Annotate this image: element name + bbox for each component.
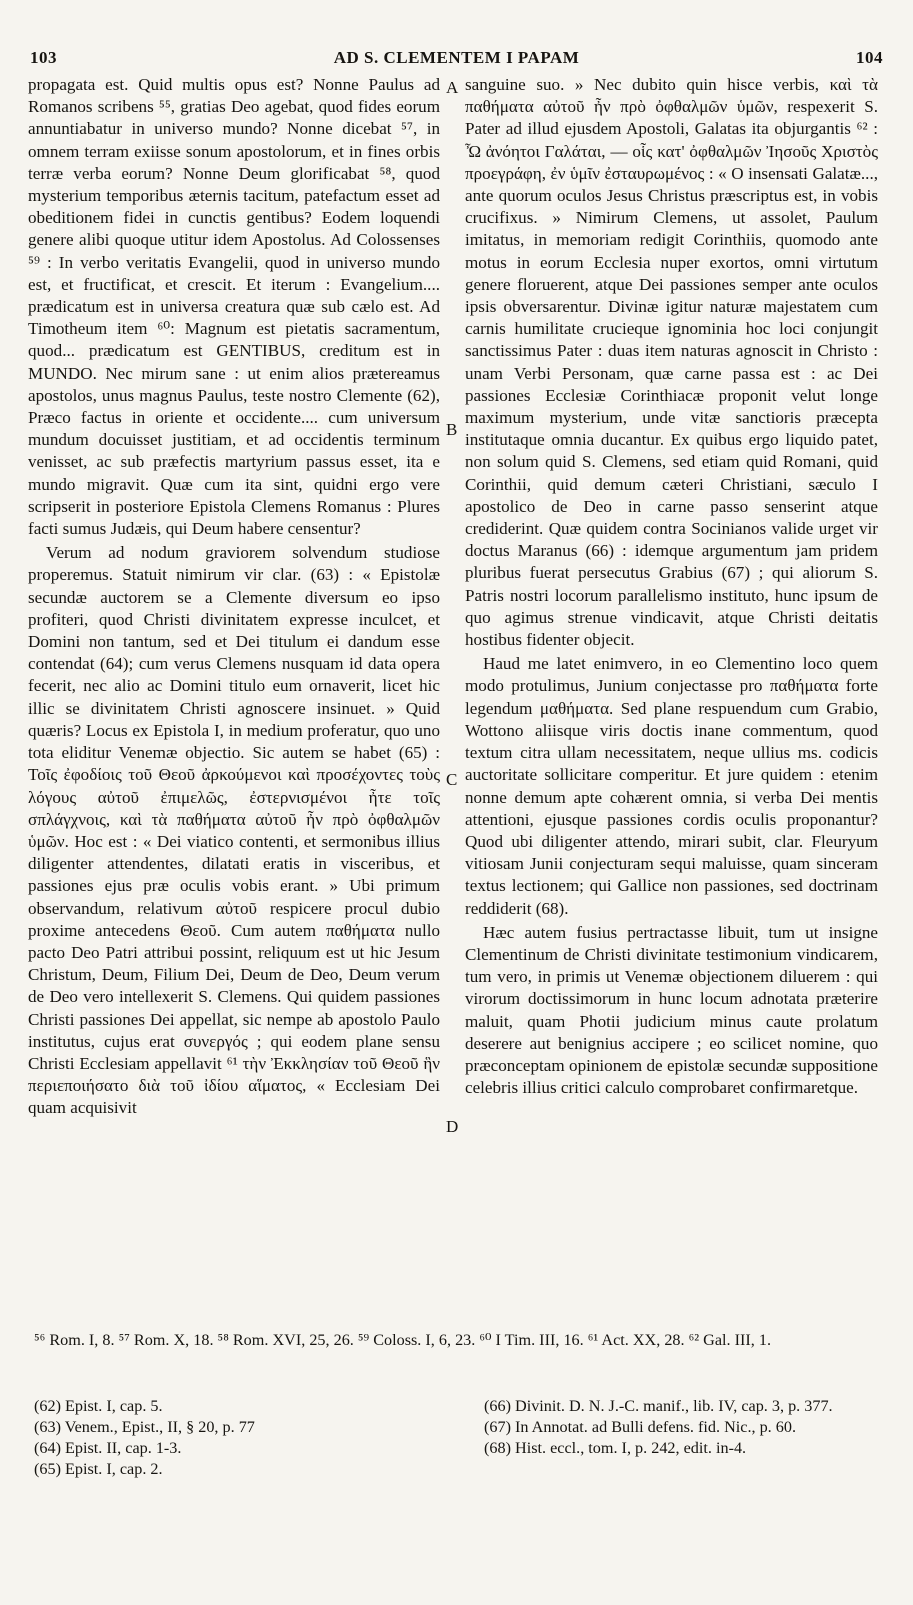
footnote: (65) Epist. I, cap. 2. — [34, 1460, 163, 1478]
paragraph: propagata est. Quid multis opus est? Nonne Paulus ad Romanos scribens ⁵⁵, gratias Deo agebat, quod fides eorum annuntiabatur in universo mundo? Nonne dicebat ⁵⁷, in omnem terram exiisse sonum apostolorum, et in fines orbis terræ verba eorum? Nonne Deum glorificabat ⁵⁸, quod mysterium temporibus æternis tacitum, patefactum esset ad obeditionem fidei in cunctis gentibus? Eodem loquendi genere alibi quoque utitur idem Apostolus. Ad Colossenses ⁵⁹ : In verbo veritatis Evangelii, quod in universo mundo est, et fructificat, et crescit. Et iterum : Evangelium.... prædicatum est in universa creatura quæ sub cælo est. Ad Timotheum item ⁶⁰: Magnum est pietatis sacramentum, quod... prædicatum est GENTIBUS, creditum est in MUNDO. Nec mirum sane : ut enim alios prætereamus apostolos, unus magnus Paulus, teste nostro Clemente (62), Præco factus in oriente et occidente.... cum universum mundum docuisset justitiam, et ad occidentis terminum venisset, ac sub præfectis martyrium passus esset, ita e mundo migravit. Quæ cum ita sint, quidni ergo vere scripserit in posteriore Epistola Clemens Romanus : Plures facti sumus Judæis, qui Deum habere censentur? — [28, 75, 440, 539]
footnote: (63) Venem., Epist., II, § 20, p. 77 — [34, 1418, 255, 1436]
running-title: AD S. CLEMENTEM I PAPAM — [333, 48, 580, 67]
footnotes — [34, 1330, 885, 1478]
paragraph: Verum ad nodum graviorem solvendum studiose properemus. Statuit nimirum vir clar. (63) : « Epistolæ secundæ auctorem se a Clemente diversum eo ipso profiteri, quod Christi divinitatem expresse inculcet, et Domini non tantum, sed et Dei titulum ei dandum esse contendat (64); cum verus Clemens nusquam id data opera fecerit, nec alio ac Domini titulo eum ornaverit, licet hic illic se divinitatem Christi agnoscere insinuet. » Quid quæris? Locus ex Epistola I, in medium proferatur, quo uno tota eliditur Venemæ objectio. Sic autem se habet (65) : Τοῖς ἐφοδίοις τοῦ Θεοῦ ἀρκούμενοι καὶ προσέχοντες τοὺς λόγους αὐτοῦ ἐπιμελῶς, ἐστερνισμένοι ἦτε τοῖς σπλάγχνοις, καὶ τὰ παθήματα αὐτοῦ ἦν πρὸ ὀφθαλμῶν ὑμῶν. Hoc est : « Dei viatico contenti, et sermonibus illius diligenter attendentes, dilatati eratis in visceribus, et passiones ejus præ oculis vobis erant. » Ubi primum observandum, relativum αὐτοῦ respicere procul dubio proxime antecedens Θεοῦ. Cum autem παθήματα nullo pacto Deo Patri attribui possint, reliquum est ut hic Jesum Christum, Deum, Filium Dei, Deum de Deo, Deum verum de Deo vero intellexerit S. Clemens. Qui quidem passiones Christi passiones Dei appellat, sic nempe ab apostolo Paulo institutus, cujus erat συνεργός ; qui eodem plane sensu Christi Ecclesiam appellavit ⁶¹ τὴν Ἐκκλησίαν τοῦ Θεοῦ ἣν περιεποιήσατο διὰ τοῦ ἰδίου αἵματος, « Ecclesiam Dei quam acquisivit — [28, 543, 440, 1118]
paragraph: Hæc autem fusius pertractasse libuit, tum ut insigne Clementinum de Christi divinitate testimonium vindicarem, tum vero, in primis ut Venemæ objectionem diluerem : qui virorum doctissimorum in hunc locum adnotata præterire maluit, quam Photii judicium minus caute prolatum deserere aut benignius accipere ; eo scilicet nomine, quo præconceptam opinionem de epistolæ secundæ suppositione celebris illius critici calculo comprobaret confirmaretque. — [465, 922, 878, 1098]
footnote: (62) Epist. I, cap. 5. — [34, 1397, 163, 1415]
page-number-left: 103 — [30, 48, 57, 67]
page-number-right: 104 — [856, 48, 883, 67]
footnote: (64) Epist. II, cap. 1-3. — [34, 1439, 182, 1457]
right-column — [465, 74, 878, 1099]
margin-marker-d: D — [446, 1117, 459, 1136]
margin-marker-c: C — [446, 770, 458, 789]
footnotes-right — [484, 1396, 904, 1459]
paragraph: Haud me latet enimvero, in eo Clementino loco quem modo protulimus, Junium conjectasse pro παθήματα forte legendum μαθήματα. Sed plane respuendum cum Grabio, Wottono aliisque viris doctis inane commentum, quod textum citra ullam necessitatem, neque ullius ms. codicis auctoritate sollicitare comperitur. Et jure quidem : etenim nonne demum apte cohærent omnia, si verba Dei mentis attentioni, ejusque passiones cordis oculis proponantur? Quod ubi diligenter attendo, mirari subit, clar. Fleuryum vitiosam Junii conjecturam sequi maluisse, quam sinceram textus lectionem; qui Gallice non passiones, sed doctrinam reddiderit (68). — [465, 654, 878, 918]
left-column — [28, 74, 440, 1120]
footnote: (68) Hist. eccl., tom. I, p. 242, edit. in-4. — [484, 1439, 747, 1457]
footnote: (66) Divinit. D. N. J.-C. manif., lib. IV, cap. 3, p. 377. — [484, 1397, 833, 1415]
scripture-footnotes: ⁵⁶ Rom. I, 8. ⁵⁷ Rom. X, 18. ⁵⁸ Rom. XVI, 25, 26. ⁵⁹ Coloss. I, 6, 23. ⁶⁰ I Tim. III, 16. ⁶¹ Act. XX, 28. ⁶² Gal. III, 1. — [34, 1331, 772, 1349]
paragraph: sanguine suo. » Nec dubito quin hisce verbis, καὶ τὰ παθήματα αὐτοῦ ἦν πρὸ ὀφθαλμῶν ὑμῶν, respexerit S. Pater ad illud ejusdem Apostoli, Galatas ita objurgantis ⁶² : Ὦ ἀνόητοι Γαλάται, — οἷς κατ' ὀφθαλμῶν Ἰησοῦς Χριστὸς προεγράφη, ἐν ὑμῖν ἐσταυρωμένος : « O insensati Galatæ..., ante quorum oculos Jesus Christus præscriptus est, in vobis crucifixus. » Nimirum Clemens, ut assolet, Paulum imitatus, in memoriam redigit Corinthiis, quomodo ante motus in eorum Ecclesia nuper exortos, omni virtutum genere floruerent, atque Dei passiones semper ante oculos ipsis obversarentur. Divinæ igitur naturæ majestatem cum carnis humilitate crucieque ignominia hoc loci conjungit sanctissimus Pater : duas item naturas agnoscit in Christo : unam Verbi Personam, quæ carne passa est : ac Dei passiones Ecclesiæ Corinthiacæ proponit velut longe maximum mysterium, unde vitæ sanctioris præcepta institutaque omnia ducantur. Ex quibus ergo liquido patet, non solum quid S. Clemens, sed etiam quid Romani, quid Corinthii, quid demum cæteri Christiani, sæculo I apostolico de Deo in carne passo senserint atque crediderint. Quæ quidem contra Socinianos valide urget vir doctus Maranus (66) : idemque argumentum jam pridem pluribus fuerat persecutus Grabius (67) ; qui aliorum S. Patris nostri locorum parallelismo instituto, hunc ipsum de quo agimus strenue vindicavit, atque Christi deitatis hostibus fidenter objecit. — [465, 75, 878, 650]
footnotes-left — [34, 1396, 454, 1480]
running-header — [30, 42, 883, 72]
footnote: (67) In Annotat. ad Bulli defens. fid. Nic., p. 60. — [484, 1418, 797, 1436]
margin-marker-b: B — [446, 420, 458, 439]
margin-marker-a: A — [446, 78, 459, 97]
